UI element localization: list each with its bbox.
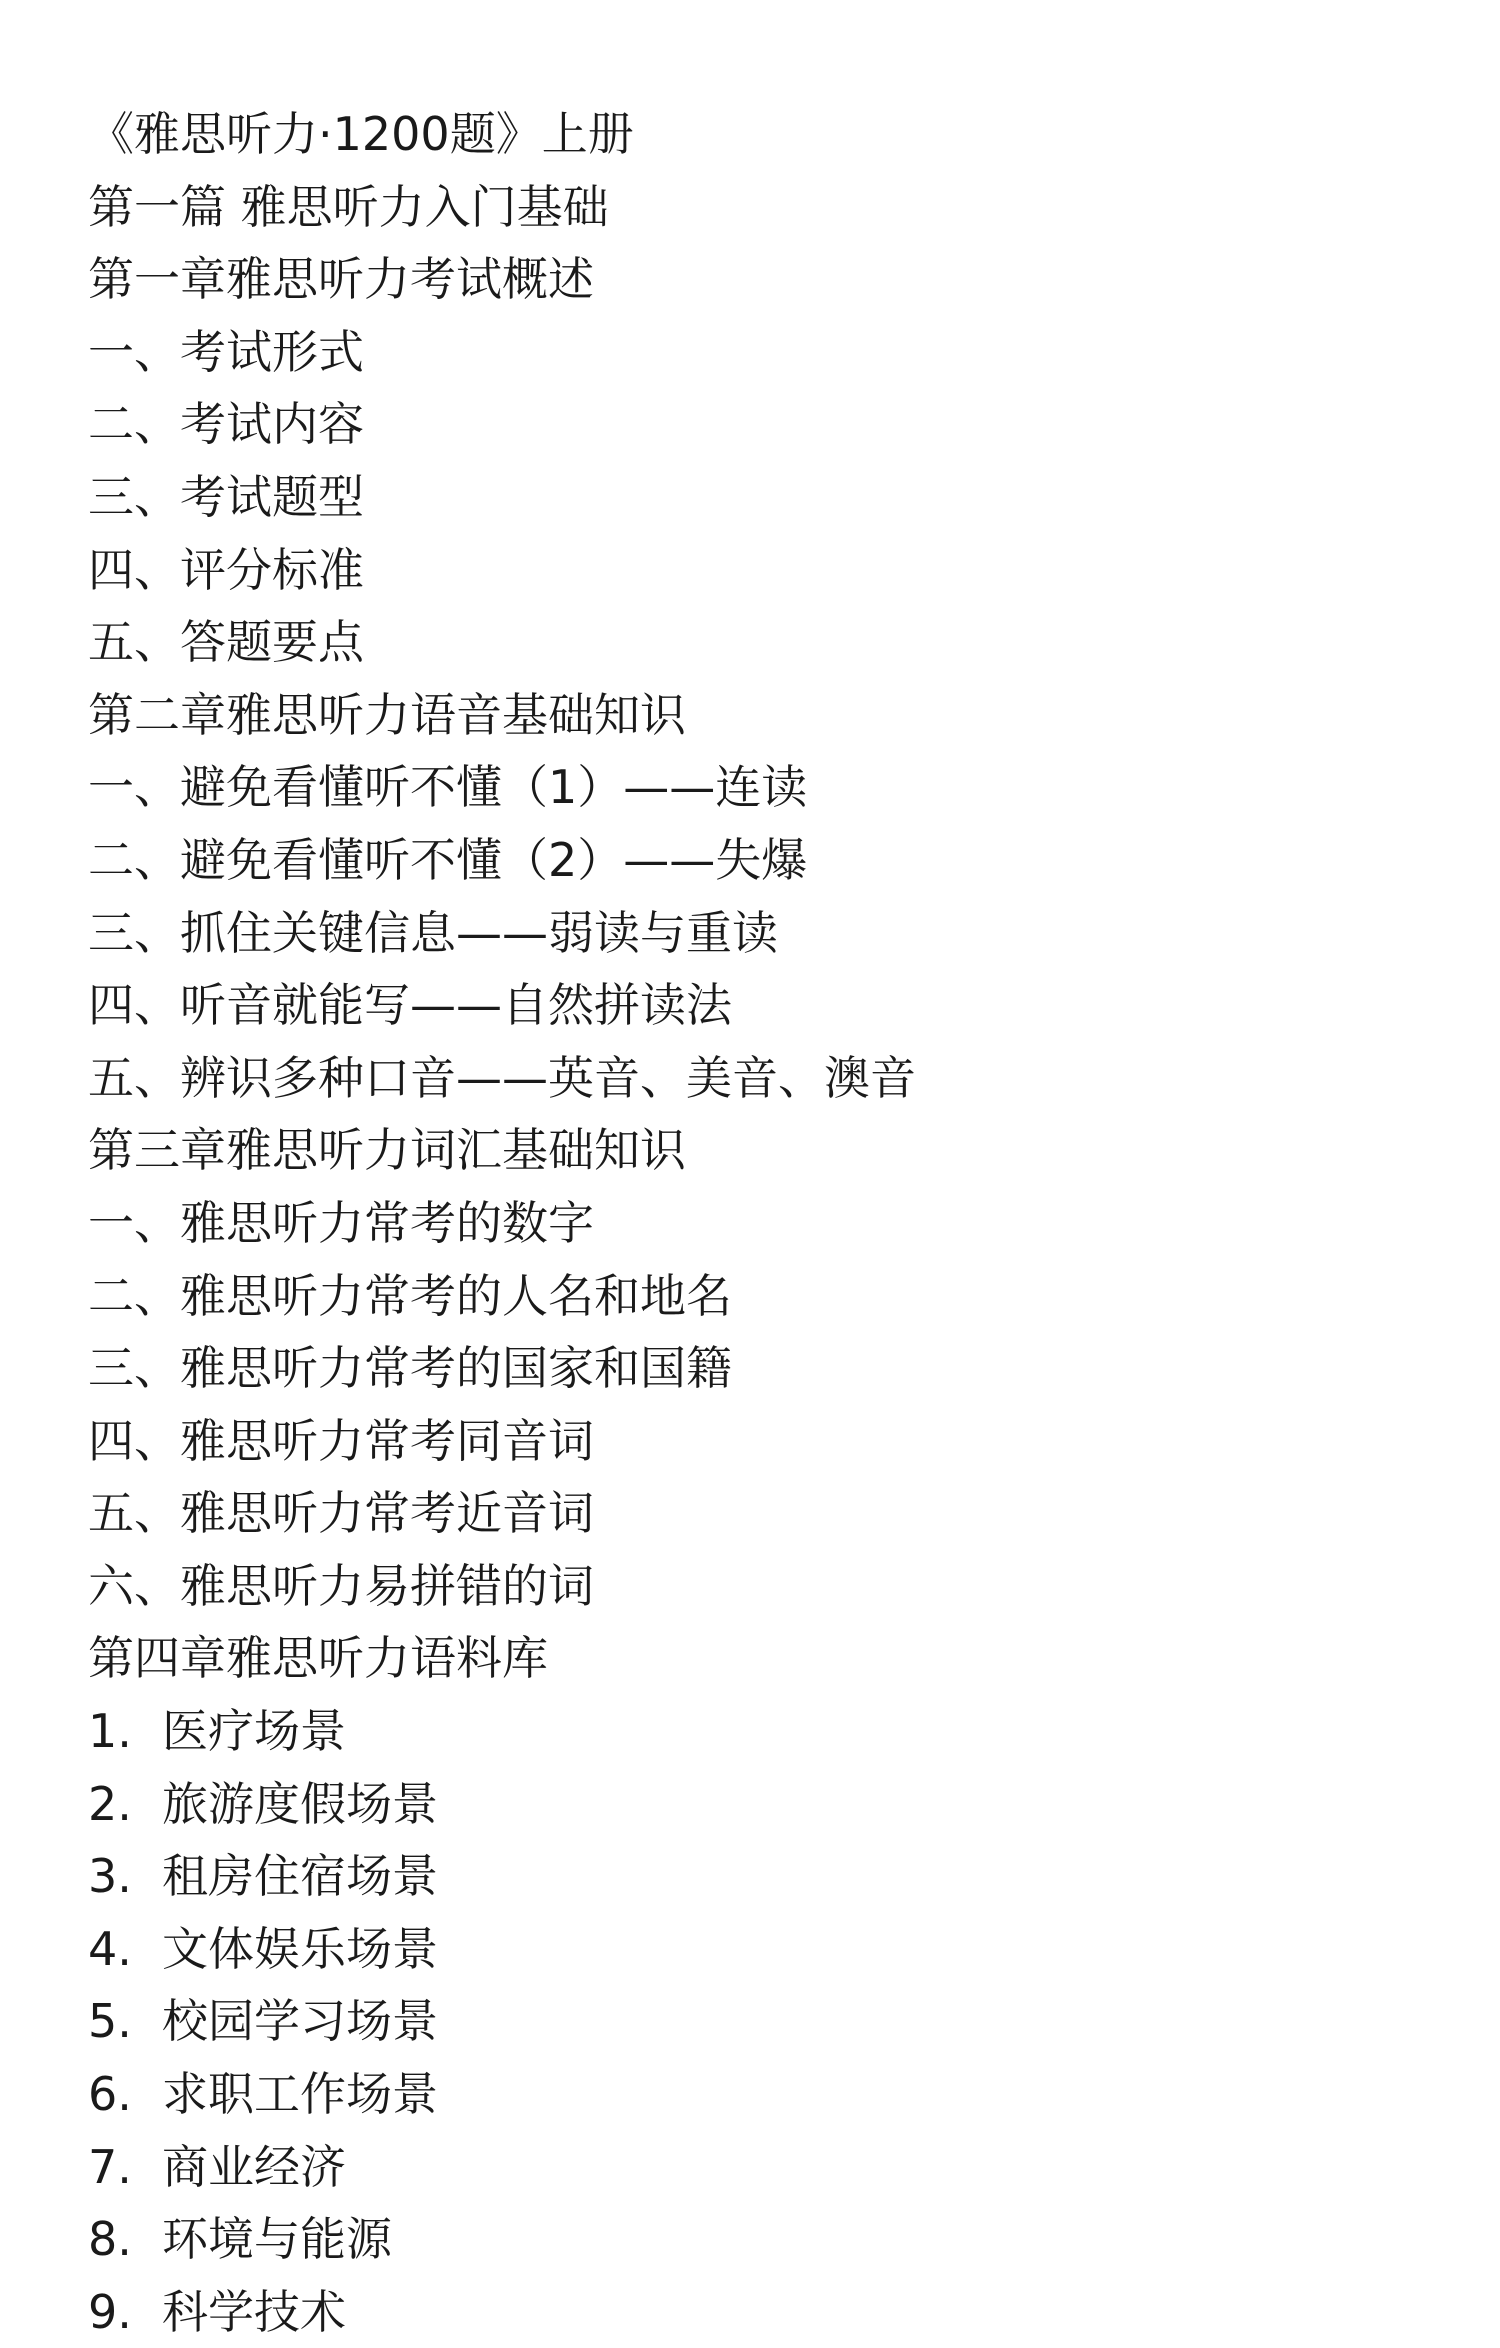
section-item: 二、雅思听力常考的人名和地名	[88, 1268, 732, 1323]
item-number: 6.	[88, 2067, 132, 2122]
numbered-item	[88, 1985, 1468, 2058]
numbered-item	[88, 1913, 1468, 1986]
chapter-heading: 第一章雅思听力考试概述	[88, 252, 594, 307]
section-item: 三、雅思听力常考的国家和国籍	[88, 1341, 732, 1396]
item-number: 7.	[88, 2139, 132, 2194]
table-of-contents	[88, 98, 1468, 2348]
item-number: 8.	[88, 2212, 132, 2267]
item-text: 租房住宿场景	[162, 1849, 438, 1904]
numbered-item	[88, 1840, 1468, 1913]
item-text: 求职工作场景	[162, 2067, 438, 2122]
item-number: 1.	[88, 1704, 132, 1759]
section-item: 六、雅思听力易拼错的词	[88, 1558, 594, 1613]
item-text: 医疗场景	[162, 1704, 346, 1759]
item-text: 商业经济	[162, 2139, 346, 2194]
section-item: 四、听音就能写——自然拼读法	[88, 978, 732, 1033]
item-number: 2.	[88, 1776, 132, 1831]
section-item: 二、避免看懂听不懂（2）——失爆	[88, 832, 808, 887]
section-item: 四、评分标准	[88, 542, 364, 597]
item-number: 9.	[88, 2284, 132, 2339]
chapter-heading: 第四章雅思听力语料库	[88, 1631, 548, 1686]
section-item: 五、辨识多种口音——英音、美音、澳音	[88, 1050, 916, 1105]
section-item: 一、考试形式	[88, 324, 364, 379]
numbered-item	[88, 1695, 1468, 1768]
numbered-item	[88, 2276, 1468, 2348]
item-text: 文体娱乐场景	[162, 1921, 438, 1976]
numbered-item	[88, 2131, 1468, 2204]
section-item: 四、雅思听力常考同音词	[88, 1413, 594, 1468]
item-number: 3.	[88, 1849, 132, 1904]
section-item: 五、答题要点	[88, 615, 364, 670]
item-text: 旅游度假场景	[162, 1776, 438, 1831]
section-item: 一、避免看懂听不懂（1）——连读	[88, 760, 808, 815]
section-item: 三、抓住关键信息——弱读与重读	[88, 905, 778, 960]
chapter-heading: 第二章雅思听力语音基础知识	[88, 687, 686, 742]
part-heading: 第一篇 雅思听力入门基础	[88, 179, 609, 234]
numbered-item	[88, 2058, 1468, 2131]
item-text: 环境与能源	[162, 2212, 392, 2267]
item-number: 5.	[88, 1994, 132, 2049]
section-item: 一、雅思听力常考的数字	[88, 1195, 594, 1250]
section-item: 二、考试内容	[88, 397, 364, 452]
item-number: 4.	[88, 1921, 132, 1976]
item-text: 校园学习场景	[162, 1994, 438, 2049]
book-title: 《雅思听力·1200题》上册	[88, 107, 634, 161]
numbered-item	[88, 2203, 1468, 2276]
chapter-heading: 第三章雅思听力词汇基础知识	[88, 1123, 686, 1178]
section-item: 五、雅思听力常考近音词	[88, 1486, 594, 1541]
item-text: 科学技术	[162, 2284, 346, 2339]
numbered-item	[88, 1768, 1468, 1841]
section-item: 三、考试题型	[88, 469, 364, 524]
